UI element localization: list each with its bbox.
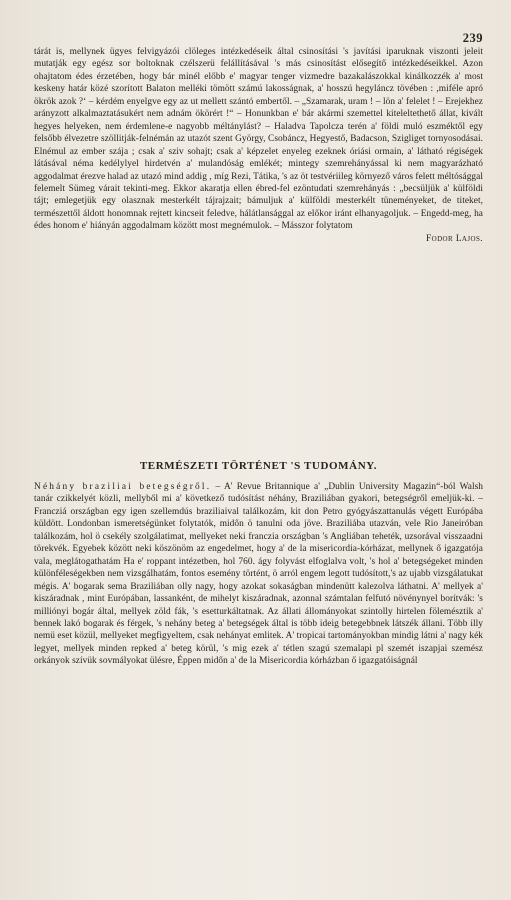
article-body-text: tárát is, mellynek ügyes felvigyázói clöleges intézkedéseik által csinosítási 's javítási iparuknak viszonti jeleit mutatják egy egész sor boltoknak czélszerü felállításával 's más csinosítást elősegítő intézkedéseikkel. Azon ohajtatom édes érzetében, hogy bár minél előbb e' magyar tenger vizmedre bazakalászokkal kinálkozzék a' most keskeny határ közé szorított Balaton melléki tömött számú lakosságnak, a' hosszú hegyláncz tövében : ,miféle apró ökrök azok ?‘ – kérdém enyelgve egy az ut mellett szántó embertől. – „Szamarak, uram ! – lön a' felelet ! – Erejekhez arányzott alkalmaztatásukért nem adnám ökörért !“ – Honunkban e' bár akármi szemettel kiteleltethető állat, kivált hegyes helyeken, nem érdemlene-e nagyobb méltánylást? – Haladva Tapolcza terén a' földi muló eszméktől egy felsőbb élvezetre szöllitják-felnémán az utazót szent György, Csobáncz, Hegyestő, Badacson, Szigliget tornyosodásai. Elnémul az ember szája ; csak a' sziv sohajt; csak a' képzelet enyeleg ezeknek óriási ormain, a' látható régiségek látásával néma kedélylyel hirdetvén a' mulandóság emlékét; mintegy szemrehányással ki nem magyarázható aggodalmat érezve halad az utazó mind addig , míg Rezi, Tátika, 's az öt testvériileg környező város felett méltósággal felemelt Sümeg várait tekinti-meg. Ekkor akaratja ellen ébred-fel ezöntudati szemrehányás : „becsüljük a' külföldi tájt; emlegetjük egy olasznak mesterkélt tájrajzait; bámuljuk a' külföldi mesterkélt tüneményeket, de titeket, természettől áldott honomnak rejtett kincseit feledve, hálátlansággal az előkor iránt elhanyagoljuk. – Engedd-meg, ha édes honom e' hiányán aggodalmam között most megnémulok. – Másszor folytatom [34,47,483,232]
article-lead: Néhány braziliai betegségről. [34,482,212,492]
page-number: 239 [462,31,483,45]
article-body: – A' Revue Britannique a' „Dublin University Magazin“-ból Walsh tanár czikkelyét közli, mellyből mi a' következő tudósítást néhány, Braziliában gyakori, betegségről emeljük-ki. – Francziá országban egy igen szellemdús braziliaival találkozám, kit don Petro gyógyászattanulás végett Európába küldött. Londonban ismeretségünket folytatók, midőn ö tanulni oda jöve. Braziliába utazván, vele Rio Janeiróban találkozám, hol ö csekély szolgálatimat, mellyeket neki franczia országban 's Angliában teheték, uzsorával visszaadni törekvék. Egyebek között neki köszönöm az engedelmet, hogy a' de la misericordia-kórházat, mellynek ő igazgatója vala, meglátogathatám Ha e' roppant intézetben, hol 760. ágy folyvást elfoglalva volt, 's hol a' betegségeket minden különféleségekben nem vizsgálhatám, fontos esemény történt, ö arról engem legott tudósított,'s az ujabb vizsgálatukat mégis. A' bogarak sema Braziliában olly nagy, hogy azokat sokaságban mindenütt kalezolva láthatni. A' mellyek a' kiszáradnak , mint Európában, lassanként, de mihelyt kiszáradnak, azonnal számtalan felfutó növénynyel borítvák: 's milliónyi bogár által, mellyek zöld fák, 's esetturkáltatnak. Az állati állományokat szintolly hirtelen fölemésztik a' bennek lakó bogarak és férgek, 's nehány beteg a' betegségek által is több ideig betegebbnek látszék állani. Több illy nemü eset közül, mellyeket megfigyeltem, csak nehányat emlitek. A' tropicai tartományokban mindig látni a' nagy kék legyet, mellyek minden repked a' beteg körül, 's mig ezek a' tétlen szagú szemalapi pl szemét iszapjai szemész orkányok szívük sovmályokat ülésre, Éppen midőn a' de la Misericordia kórházban ő igazgatóiságnál [34,482,484,667]
author-signature: Fodor Lajos. [426,233,483,244]
text-column-bottom [34,481,483,668]
section-heading: TERMÉSZETI TÖRTÉNET 'S TUDOMÁNY. [139,460,378,472]
article-body-text-2 [34,481,483,668]
text-column-top [34,46,483,245]
